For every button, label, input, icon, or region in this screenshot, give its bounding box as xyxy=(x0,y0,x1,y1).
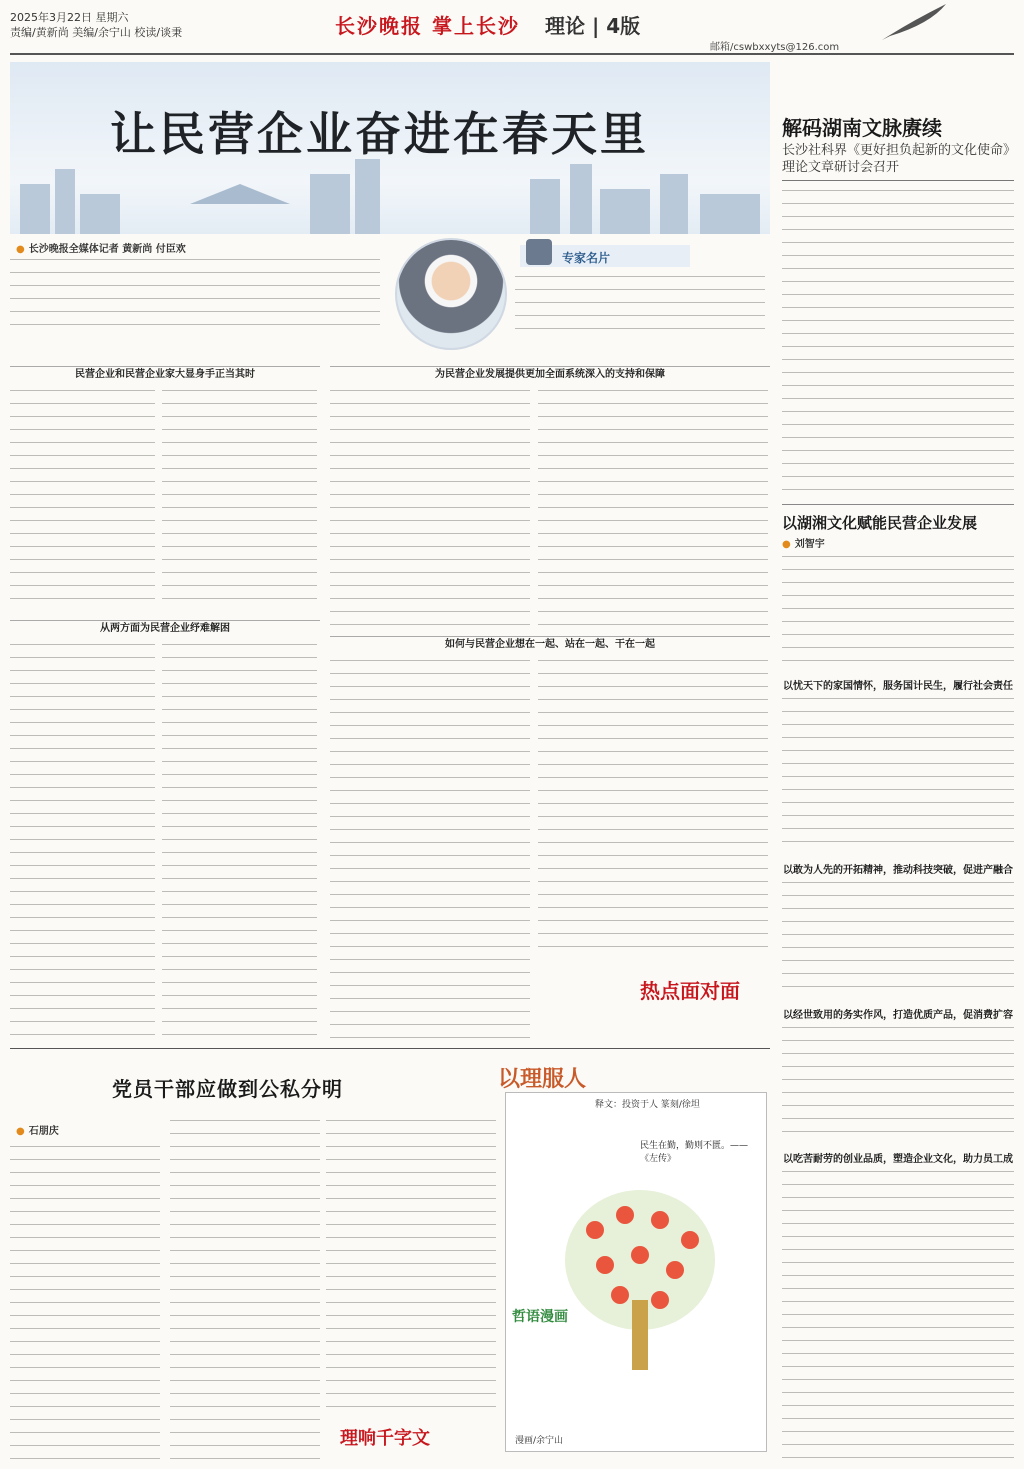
expert-tag xyxy=(520,245,690,267)
lead-byline: ● 长沙晚报全媒体记者 黄新尚 付臣欢 xyxy=(16,244,186,255)
expert-bio xyxy=(515,272,765,332)
money-tree-illustration xyxy=(560,1180,720,1380)
newspaper-logo: 长沙晚报 掌上长沙 xyxy=(335,14,520,38)
lead-col-1a xyxy=(10,386,155,606)
bottom-col-1 xyxy=(10,1142,160,1460)
masthead-rule xyxy=(10,53,1014,55)
cartoon-signature: 漫画/余宁山 xyxy=(515,1436,564,1446)
right-subsection-body-3 xyxy=(782,1023,1014,1143)
date-line: 2025年3月22日 星期六 xyxy=(10,11,129,24)
right-feature-byline: ● 刘智宇 xyxy=(782,539,825,550)
hero-banner xyxy=(10,62,770,234)
bottom-byline: ● 石朋庆 xyxy=(16,1126,59,1137)
philosophy-cartoon-badge: 哲语漫画 xyxy=(512,1309,568,1325)
masthead-date xyxy=(10,10,182,40)
right-subsection-3: 以经世致用的务实作风，打造优质产品，促消费扩容 xyxy=(783,1010,1013,1021)
right-subhead: 长沙社科界《更好担负起新的文化使命》理论文章研讨会召开 xyxy=(782,143,1010,175)
right-article-body-1 xyxy=(782,186,1014,496)
right-subsection-body-1 xyxy=(782,694,1014,854)
lead-headline: 让民营企业奋进在春天里 xyxy=(110,107,649,161)
section-heading-3: 从两方面为民营企业纾难解困 xyxy=(10,620,320,636)
cartoon-credit: 释文：投资于人 篆刻/徐坦 xyxy=(595,1100,700,1110)
lead-col-2b xyxy=(538,386,768,626)
right-subsection-1: 以忧天下的家国情怀，服务国计民生，履行社会责任 xyxy=(783,681,1013,692)
cartoon-quote: 民生在勤，勤则不匮。——《左传》 xyxy=(640,1141,749,1164)
lead-col-2a xyxy=(330,386,530,626)
right-subsection-4: 以吃苦耐劳的创业品质，塑造企业文化，助力员工成 xyxy=(783,1154,1013,1165)
section-heading-1: 民营企业和民营企业家大显身手正当其时 xyxy=(10,366,320,382)
right-headline: 解码湖南文脉赓续 xyxy=(782,116,942,140)
expert-avatar-icon xyxy=(526,239,552,265)
expert-tag-label: 专家名片 xyxy=(562,251,611,265)
masthead xyxy=(0,0,1024,60)
lead-col-1b xyxy=(162,386,317,606)
right-subsection-body-4 xyxy=(782,1167,1014,1459)
lead-col-3b xyxy=(162,640,317,1040)
right-subsection-2: 以敢为人先的开拓精神，推动科技突破，促进产融合 xyxy=(783,865,1013,876)
hot-topic-badge: 热点面对面 xyxy=(640,979,740,1003)
lead-col-3a xyxy=(10,640,155,1040)
bottom-divider xyxy=(10,1048,770,1049)
expert-portrait xyxy=(395,238,507,350)
right-feature-body-1 xyxy=(782,552,1014,672)
right-divider xyxy=(782,504,1014,505)
right-feature-title: 以湖湘文化赋能民营企业发展 xyxy=(782,514,978,532)
section-label: 理论 | 4版 xyxy=(545,14,641,38)
cartoon-title: 以理服人 xyxy=(498,1066,587,1092)
bottom-col-2 xyxy=(170,1116,320,1460)
right-subsection-body-2 xyxy=(782,878,1014,998)
editors-line: 责编/黄新尚 美编/余宁山 校读/谈秉 xyxy=(10,26,183,39)
lead-col-4b xyxy=(538,656,768,956)
bottom-col-3 xyxy=(326,1116,496,1416)
quill-icon xyxy=(880,2,950,42)
thousand-words-badge: 理响千字文 xyxy=(340,1428,430,1449)
bottom-headline: 党员干部应做到公私分明 xyxy=(112,1077,343,1101)
section-heading-4: 如何与民营企业想在一起、站在一起、干在一起 xyxy=(330,636,770,652)
section-heading-2: 为民营企业发展提供更加全面系统深入的支持和保障 xyxy=(330,366,770,382)
lead-intro xyxy=(10,255,380,331)
lead-col-4a xyxy=(330,656,530,1040)
right-rule xyxy=(782,180,1014,181)
email-line: 邮箱/cswbxxyts@126.com xyxy=(710,42,840,53)
